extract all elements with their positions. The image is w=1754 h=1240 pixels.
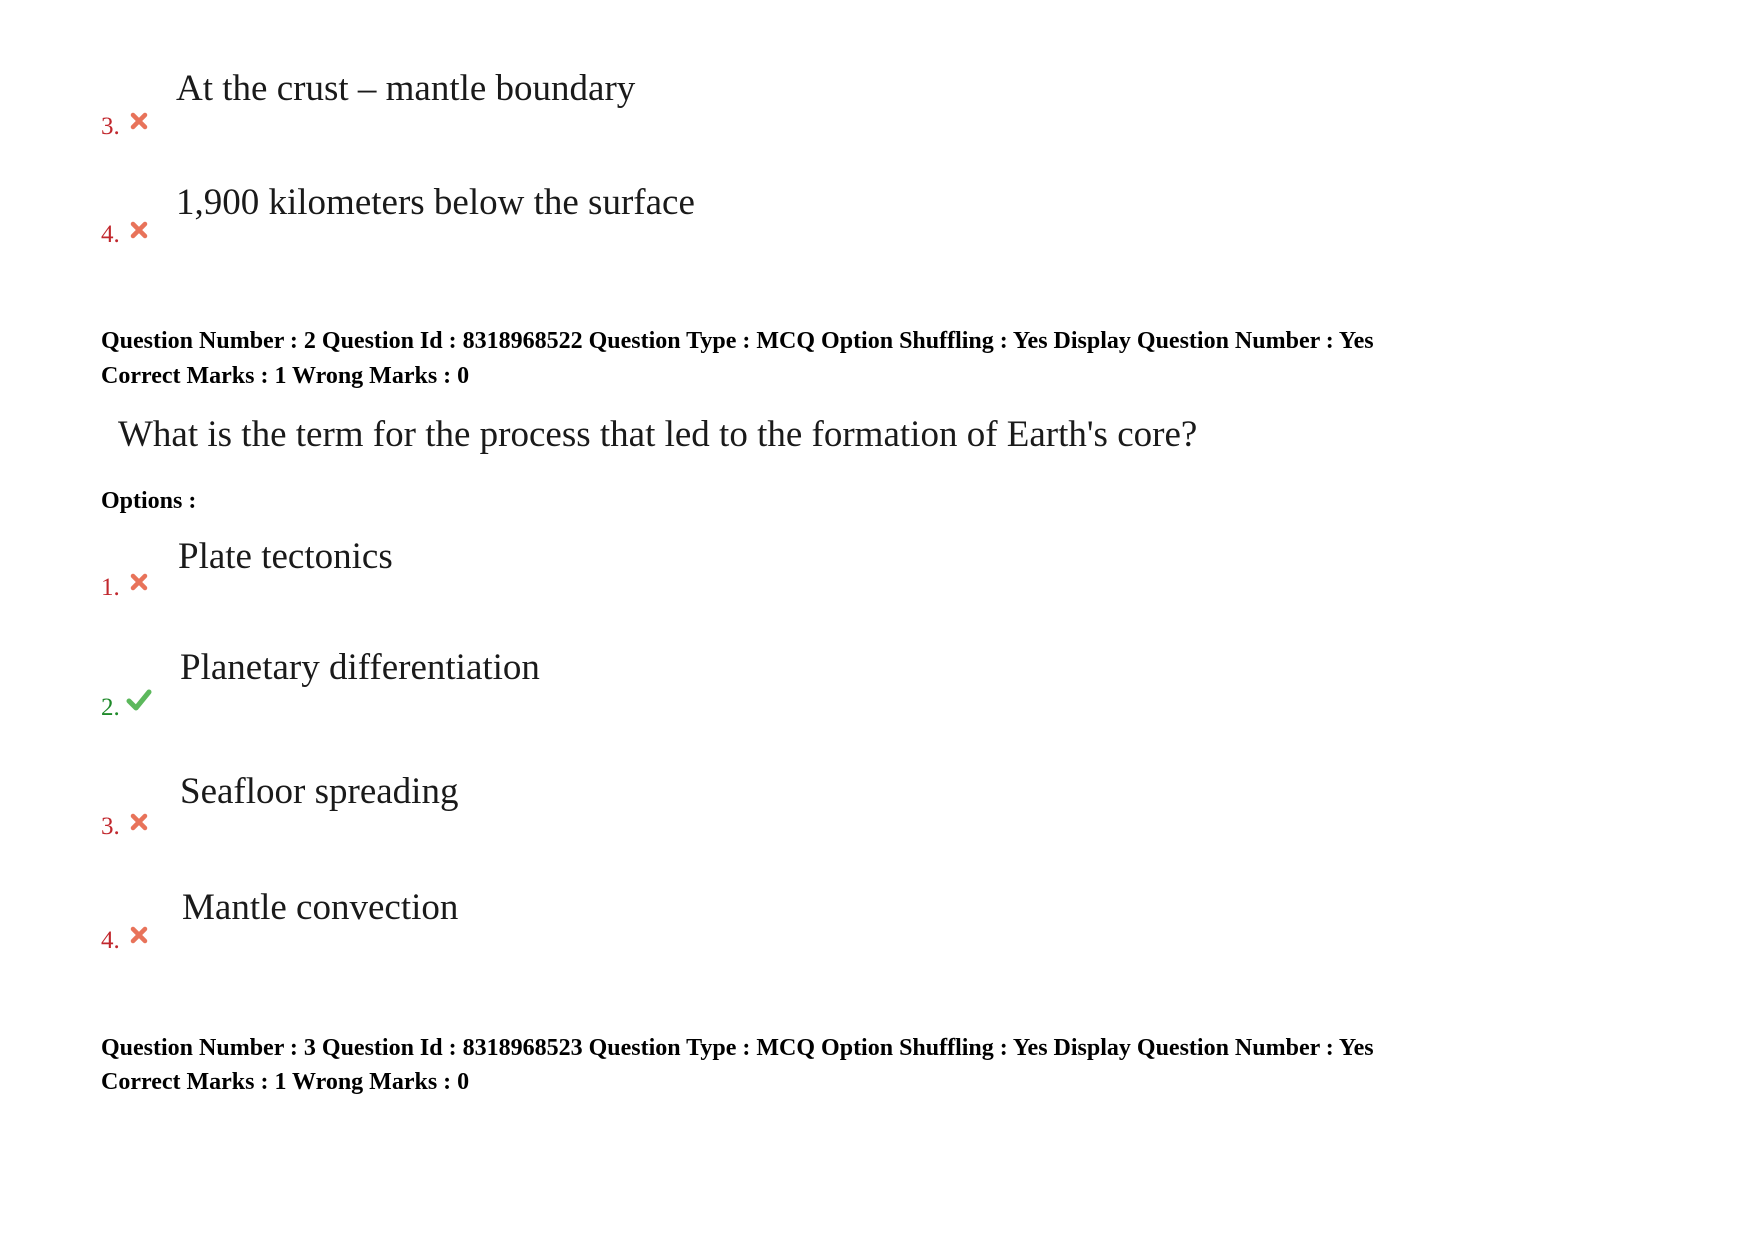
- question-meta-line2: Correct Marks : 1 Wrong Marks : 0: [101, 1069, 470, 1095]
- cross-icon: [130, 112, 148, 130]
- options-label: Options :: [101, 488, 197, 514]
- option-number: 2.: [101, 694, 120, 721]
- option-number: 4.: [101, 927, 120, 954]
- option-text: Planetary differentiation: [180, 647, 540, 688]
- question-meta-line1: Question Number : 2 Question Id : 8318968522 Question Type : MCQ Option Shuffling : Yes Display Question Number : Yes: [101, 328, 1374, 354]
- option-text: Seafloor spreading: [180, 771, 459, 812]
- cross-icon: [130, 221, 148, 239]
- option-number: 3.: [101, 813, 120, 840]
- option-text: 1,900 kilometers below the surface: [176, 182, 695, 223]
- option-number: 3.: [101, 113, 120, 140]
- option-text: Plate tectonics: [178, 536, 393, 577]
- question-meta-line1: Question Number : 3 Question Id : 8318968523 Question Type : MCQ Option Shuffling : Yes Display Question Number : Yes: [101, 1035, 1374, 1061]
- option-text: Mantle convection: [182, 887, 459, 928]
- cross-icon: [130, 573, 148, 591]
- cross-icon: [130, 926, 148, 944]
- question-meta-line2: Correct Marks : 1 Wrong Marks : 0: [101, 363, 470, 389]
- option-number: 4.: [101, 221, 120, 248]
- cross-icon: [130, 813, 148, 831]
- option-text: At the crust – mantle boundary: [176, 68, 636, 109]
- check-icon: [126, 688, 152, 712]
- question-text: What is the term for the process that led to the formation of Earth's core?: [118, 414, 1198, 455]
- option-number: 1.: [101, 574, 120, 601]
